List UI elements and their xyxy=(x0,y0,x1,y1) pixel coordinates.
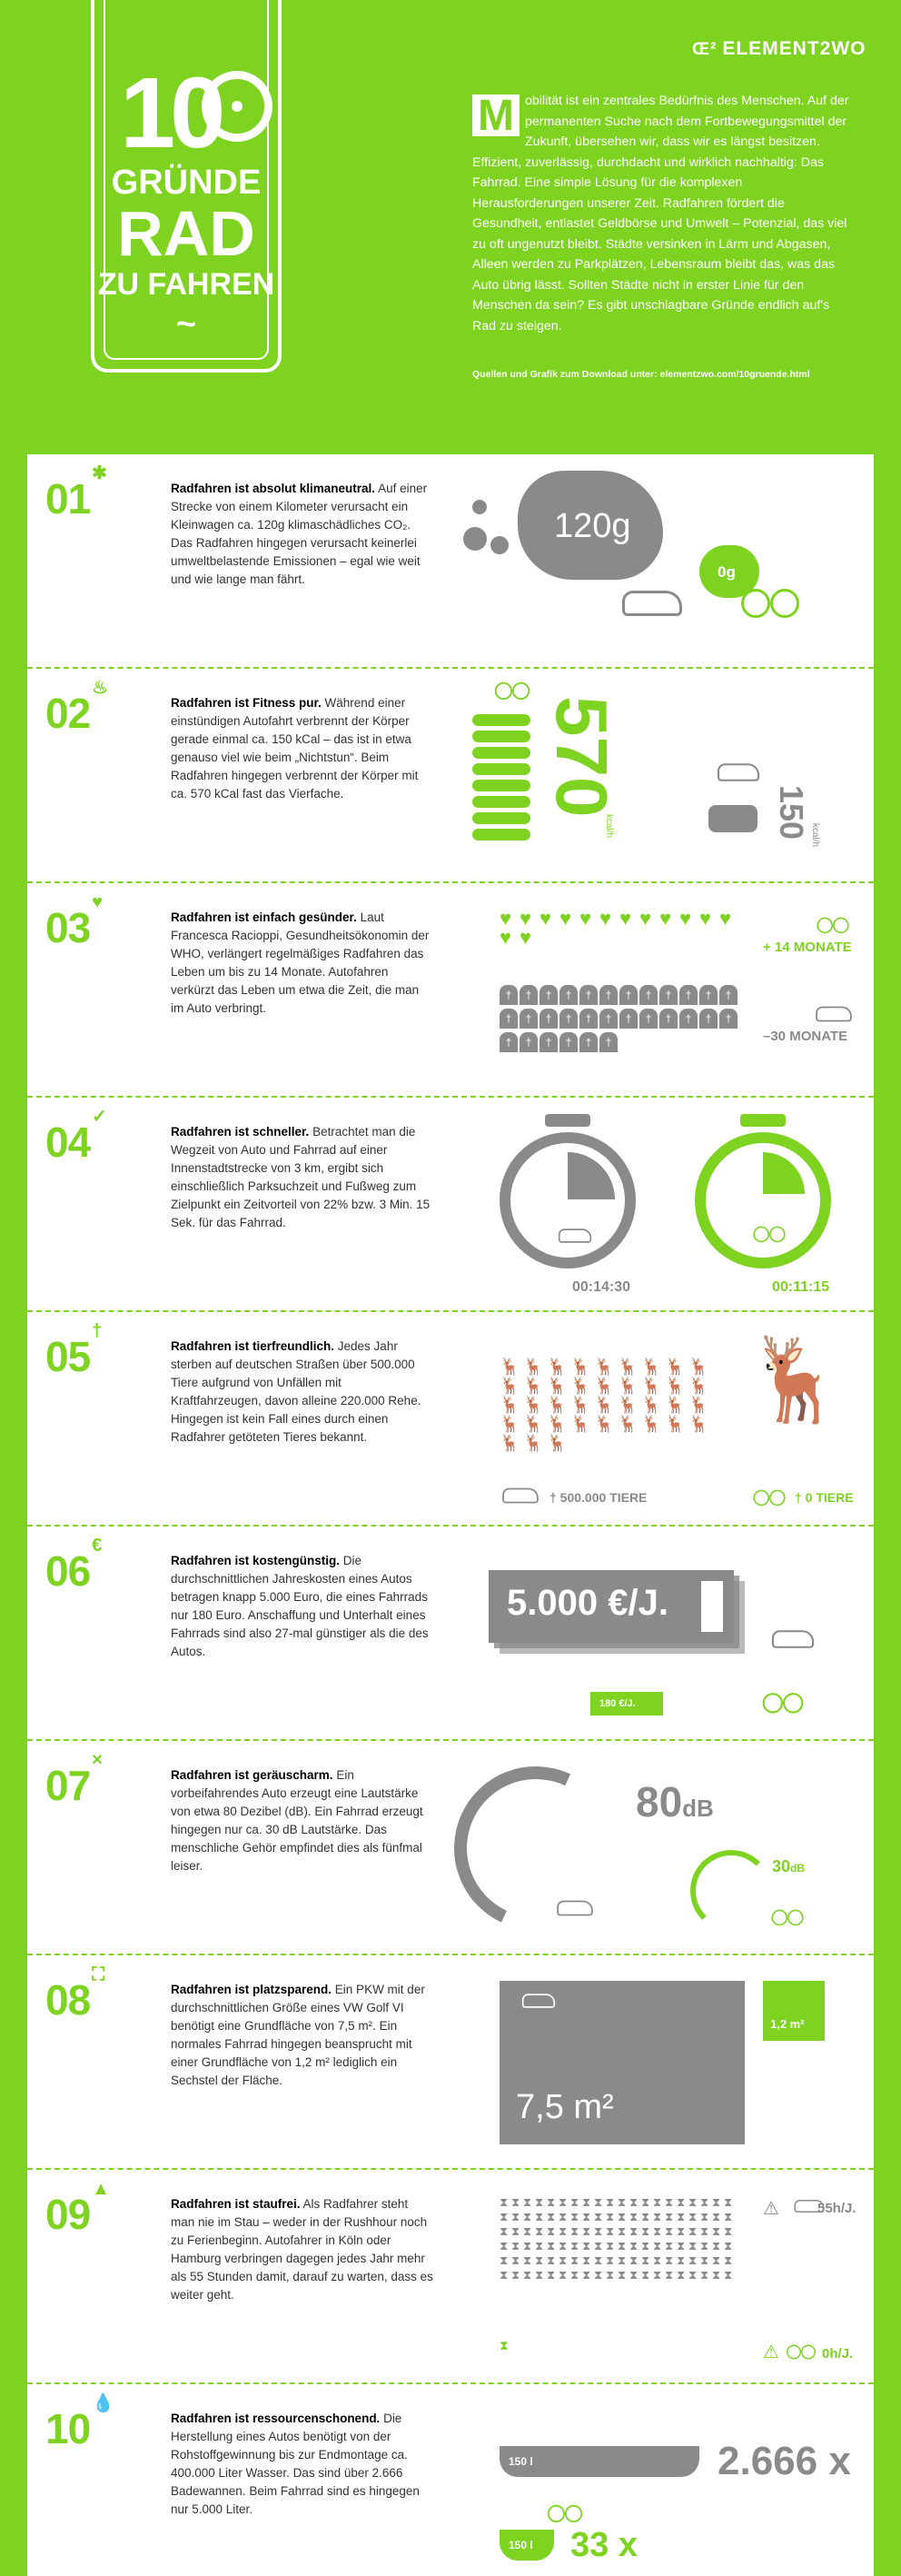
title-tilde: ~ xyxy=(175,305,197,343)
reason-01 xyxy=(27,454,874,669)
reason-text: Radfahren ist tierfreundlich. Jedes Jahr sterben auf deutschen Straßen über 500.000 Tiere aufgrund von Unfällen mit Kraftfahrzeugen, davon alleine 220.000 Rehe. Hingegen ist kein Fall eines durch einen Radfahrer getöteten Tieres bekannt. xyxy=(171,1339,421,1444)
car-cost-bill xyxy=(489,1570,734,1643)
bike-time: 00:11:15 xyxy=(772,1279,830,1295)
logo-mark-icon: Œ² xyxy=(692,40,718,59)
car-icon xyxy=(557,1901,593,1916)
car-co2-value: 120g xyxy=(554,507,631,545)
wheel-icon xyxy=(202,71,272,142)
car-area-value: 7,5 m² xyxy=(516,2088,614,2126)
noise-visual xyxy=(454,1750,863,1946)
deer-grid: 🦌 🦌 🦌 🦌 🦌 🦌 🦌 🦌 🦌🦌 🦌 🦌 🦌 🦌 🦌 🦌 🦌 🦌🦌 🦌 🦌 🦌 🦌 🦌 🦌 🦌 🦌🦌 🦌 🦌 🦌 🦌 🦌 🦌 🦌 🦌🦌 🦌 🦌 xyxy=(500,1358,709,1452)
euro-icon: € xyxy=(92,1535,102,1556)
car-traffic-value: 55h/J. xyxy=(817,2201,856,2216)
reason-05 xyxy=(27,1312,874,1527)
burger-icon xyxy=(472,829,530,840)
bike-traffic-value: 0h/J. xyxy=(822,2346,854,2362)
snowflake-icon: ✱ xyxy=(92,462,106,483)
title-line-1: GRÜNDE xyxy=(111,164,262,202)
car-icon xyxy=(772,1630,814,1648)
mute-icon: × xyxy=(92,1749,102,1770)
source-note: Quellen und Grafik zum Download unter: elementzwo.com/10gruende.html xyxy=(472,369,810,380)
flame-icon: ♨ xyxy=(92,677,108,698)
bike-icon xyxy=(787,2346,816,2360)
cost-visual xyxy=(454,1536,863,1732)
warning-icon: ⚠ xyxy=(763,2342,779,2362)
bike-co2-value: 0g xyxy=(718,563,736,581)
reason-number: 09▲ xyxy=(45,2178,109,2238)
car-kcal-unit: kcal/h xyxy=(810,823,820,848)
lifespan-visual xyxy=(454,892,863,1089)
bike-icon xyxy=(548,2506,582,2522)
reason-text: Radfahren ist platzsparend. Ein PKW mit der durchschnittlichen Größe eines VW Golf VI benötigt eine Grundfläche von 7,5 m². Ein normales Fahrrad hingegen beansprucht mit einer Grundfläche von 1,2 m² lediglich ein Sechstel der Fläche. xyxy=(171,1983,425,2087)
calories-visual xyxy=(454,678,863,874)
bike-area-value: 1,2 m² xyxy=(770,2017,805,2031)
reason-number: 02♨ xyxy=(45,677,108,737)
reason-text: Radfahren ist ressourcenschonend. Die Herstellung eines Autos benötigt von der Rohstoffgewinnung bis zur Endmontage ca. 400.000 Liter Wasser. Das sind über 2.666 Badewannen. Beim Fahrrad sind es hingegen nur 5.000 Liter. xyxy=(171,2412,420,2516)
car-icon xyxy=(816,1007,852,1022)
hourglass-grid: ⧗ ⧗ ⧗ ⧗ ⧗ ⧗ ⧗ ⧗ ⧗ ⧗ ⧗ ⧗ ⧗ ⧗ ⧗ ⧗ ⧗ ⧗ ⧗ ⧗ ⧗ ⧗ ⧗ ⧗ ⧗ ⧗ ⧗ ⧗ ⧗ ⧗ ⧗ ⧗ ⧗ ⧗ ⧗ ⧗ ⧗ ⧗ ⧗ ⧗ ⧗ ⧗ ⧗ ⧗ ⧗ ⧗ ⧗ ⧗ ⧗ ⧗ ⧗ ⧗ ⧗ ⧗ ⧗ ⧗ ⧗ ⧗ ⧗ ⧗ ⧗ ⧗ ⧗ ⧗ ⧗ ⧗ ⧗ ⧗ ⧗ ⧗ ⧗ ⧗ ⧗ ⧗ ⧗ ⧗ ⧗ ⧗ ⧗ ⧗ ⧗ ⧗ ⧗ ⧗ ⧗ ⧗ ⧗ ⧗ ⧗ ⧗ ⧗ ⧗ ⧗ ⧗ ⧗ ⧗ ⧗ ⧗ ⧗ ⧗ ⧗ ⧗ ⧗ ⧗ ⧗ ⧗ ⧗ ⧗ ⧗ ⧗ ⧗ ⧗ ⧗ ⧗ ⧗ ⧗ ⧗ ⧗ ⧗ ⧗ xyxy=(500,2195,733,2282)
reason-number: 04✓ xyxy=(45,1106,106,1166)
reason-03 xyxy=(27,883,874,1098)
intro-text xyxy=(472,91,854,336)
leaping-deer-icon: 🦌 xyxy=(745,1335,847,1426)
bike-animals-label: † 0 TIERE xyxy=(795,1490,854,1505)
reason-text: Radfahren ist geräuscharm. Ein vorbeifahrendes Auto erzeugt eine Lautstärke von etwa 80 Dezibel (dB). Ein Fahrrad erzeugt hingegen nur ca. 30 dB Lautstärke. Das menschliche Gehör empfindet dies als fünfmal leiser. xyxy=(171,1768,423,1873)
car-icon xyxy=(502,1488,539,1504)
bike-area-box xyxy=(763,1981,825,2041)
reason-number: 05† xyxy=(45,1320,102,1380)
reason-09 xyxy=(27,2170,874,2384)
burger-icon xyxy=(472,780,530,791)
bike-lifespan-label: + 14 MONATE xyxy=(763,940,852,955)
water-drop-icon: 💧 xyxy=(92,2392,114,2413)
title-number: 10 xyxy=(120,57,221,169)
dagger-icon: † xyxy=(92,1320,102,1341)
bike-noise-arc xyxy=(690,1850,772,1932)
bike-db-value: 30dB xyxy=(772,1857,806,1875)
car-icon xyxy=(622,591,682,616)
reason-text: Radfahren ist Fitness pur. Während einer einstündigen Autofahrt verbrennt der Körper gerade einmal ca. 150 kCal – das ist in etwa genauso viel wie beim „Nichtstun“. Beim Radfahren hingegen verbrennt der Körper mit ca. 570 kCal fast das Vierfache. xyxy=(171,696,419,801)
bike-icon xyxy=(817,919,848,934)
burger-icon xyxy=(708,805,757,832)
bike-icon xyxy=(741,591,799,618)
intro-body: obilität ist ein zentrales Bedürfnis des Menschen. Auf der permanenten Suche nach dem Fortbewegungsmittel der Zukunft, übersehen wir, dass wir es längst besitzen. Effizient, zuverlässig, durchdacht und wirklich nachhaltig: Das Fahrrad. Eine simple Lösung für die komplexen Herausforderungen unserer Zeit. Radfahren fördert die Gesundheit, entlastet Geldbörse und Umwelt – Potenzial, das viel zu oft ungenutzt bleibt. Städte versinken in Lärm und Abgasen, Alleen werden zu Parkplätzen, Lebensraum bleibt das, was das Auto übrig lässt. Sollten Städte nicht in erster Linie für den Menschen da sein? Es gibt unschlagbare Gründe endlich auf's Rad zu steigen. xyxy=(472,94,849,333)
bike-icon xyxy=(495,683,530,700)
title-ticket xyxy=(91,0,282,373)
hourglass-icon: ⧗ xyxy=(500,2338,509,2352)
title-line-2: RAD xyxy=(117,198,255,269)
reason-06 xyxy=(27,1527,874,1741)
intro-dropcap: M xyxy=(472,94,520,136)
reason-number: 06€ xyxy=(45,1535,102,1595)
bike-kcal-value: 570 xyxy=(541,696,622,818)
burger-icon xyxy=(472,796,530,808)
car-cost-value: 5.000 €/J. xyxy=(507,1583,668,1623)
logo-text: ELEMENT2WO xyxy=(722,38,866,59)
bike-icon xyxy=(763,1695,804,1714)
warning-icon: ⚠ xyxy=(763,2199,779,2219)
reason-text: Radfahren ist einfach gesünder. Laut Francesca Racioppi, Gesundheitsökonomin der WHO, verlängert regelmäßiges Radfahren das Leben um bis zu 14 Monate. Autofahren verkürzt das Leben um etwa die Zeit, die man im Auto verbringt. xyxy=(171,910,430,1015)
bike-water-value: 33 x xyxy=(570,2526,638,2564)
checkmark-icon: ✓ xyxy=(92,1106,106,1127)
car-lifespan-label: –30 MONATE xyxy=(763,1029,848,1044)
bike-bathtub-icon: 150 l xyxy=(500,2530,554,2561)
title-line-3: ZU FAHREN xyxy=(97,267,275,302)
burger-icon xyxy=(472,812,530,824)
reason-text: Radfahren ist schneller. Betrachtet man die Wegzeit von Auto und Fahrrad auf einer Innenstadtstrecke von 3 km, ergibt sich einschließlich Parksuchzeit und Fußweg zum Zielpunkt ein Zeitvorteil von 22% bzw. 3 Min. 15 Sek. für das Fahrrad. xyxy=(171,1125,431,1229)
car-time: 00:14:30 xyxy=(572,1279,631,1295)
burger-icon xyxy=(472,763,530,775)
bike-cost-value: 180 €/J. xyxy=(590,1692,663,1716)
burger-icon xyxy=(472,731,530,742)
bike-stopwatch-icon xyxy=(695,1132,831,1268)
area-icon: ⛶ xyxy=(92,1964,104,1984)
car-db-value: 80dB xyxy=(636,1778,714,1825)
reason-04 xyxy=(27,1098,874,1312)
car-noise-arc xyxy=(431,1744,641,1954)
water-visual xyxy=(454,2393,863,2576)
burger-icon xyxy=(472,714,530,726)
reason-number: 10💧 xyxy=(45,2392,114,2452)
traffic-visual xyxy=(454,2179,863,2375)
hearts-grid: ♥ ♥ ♥ ♥ ♥ ♥ ♥ ♥ ♥ ♥ ♥ ♥♥ ♥ xyxy=(500,907,732,949)
car-animals-label: † 500.000 TIERE xyxy=(550,1490,648,1505)
reason-07 xyxy=(27,1741,874,1955)
heart-icon: ♥ xyxy=(92,891,103,912)
header xyxy=(0,0,901,454)
car-water-value: 2.666 x xyxy=(718,2439,851,2483)
animals-visual xyxy=(454,1321,863,1517)
reason-number: 03♥ xyxy=(45,891,103,951)
reason-08 xyxy=(27,1955,874,2170)
reason-text: Radfahren ist absolut klimaneutral. Auf einer Strecke von einem Kilometer verursacht ein Kleinwagen ca. 120g klimaschädliches CO₂. Das Radfahren hingegen verursacht keinerlei umweltbelastende Emissionen – egal wie weit und wie lange man fährt. xyxy=(171,482,428,586)
car-icon xyxy=(718,763,759,781)
car-kcal-value: 150 xyxy=(773,785,810,840)
co2-visual xyxy=(454,463,863,660)
reason-number: 07× xyxy=(45,1749,102,1809)
burger-icon xyxy=(472,747,530,759)
reason-02 xyxy=(27,669,874,883)
reasons-panel xyxy=(27,454,874,2576)
reason-10 xyxy=(27,2384,874,2576)
reason-text: Radfahren ist staufrei. Als Radfahrer steht man nie im Stau – weder in der Rushhour noch zu Ferienbeginn. Autofahrer in Köln oder Hamburg verbringen dagegen jedes Jahr mehr als 55 Stunden damit, darauf zu warten, dass es weiter geht. xyxy=(171,2197,433,2302)
bike-kcal-unit: kcal/h xyxy=(604,814,614,839)
car-area-box xyxy=(500,1981,745,2144)
reason-number: 08⛶ xyxy=(45,1964,104,2024)
reason-text: Radfahren ist kostengünstig. Die durchschnittlichen Jahreskosten eines Autos betragen knapp 5.000 Euro, die eines Fahrrads nur 180 Euro. Anschaffung und Unterhalt eines Fahrrads sind also 27-mal günstiger als die des Autos. xyxy=(171,1554,429,1658)
bike-icon xyxy=(771,1911,803,1926)
reason-number: 01✱ xyxy=(45,462,106,522)
warning-icon: ▲ xyxy=(92,2178,109,2199)
graves-grid: † † † † † † † † † † † †† † † † † † † † † † † †† † † † † † xyxy=(500,983,745,1054)
space-visual xyxy=(454,1964,863,2161)
bike-icon xyxy=(753,1491,785,1507)
car-bathtub-icon: 150 l xyxy=(500,2446,699,2477)
brand-logo[interactable] xyxy=(692,38,866,60)
car-stopwatch-icon xyxy=(500,1132,636,1268)
stopwatch-visual xyxy=(454,1107,863,1303)
